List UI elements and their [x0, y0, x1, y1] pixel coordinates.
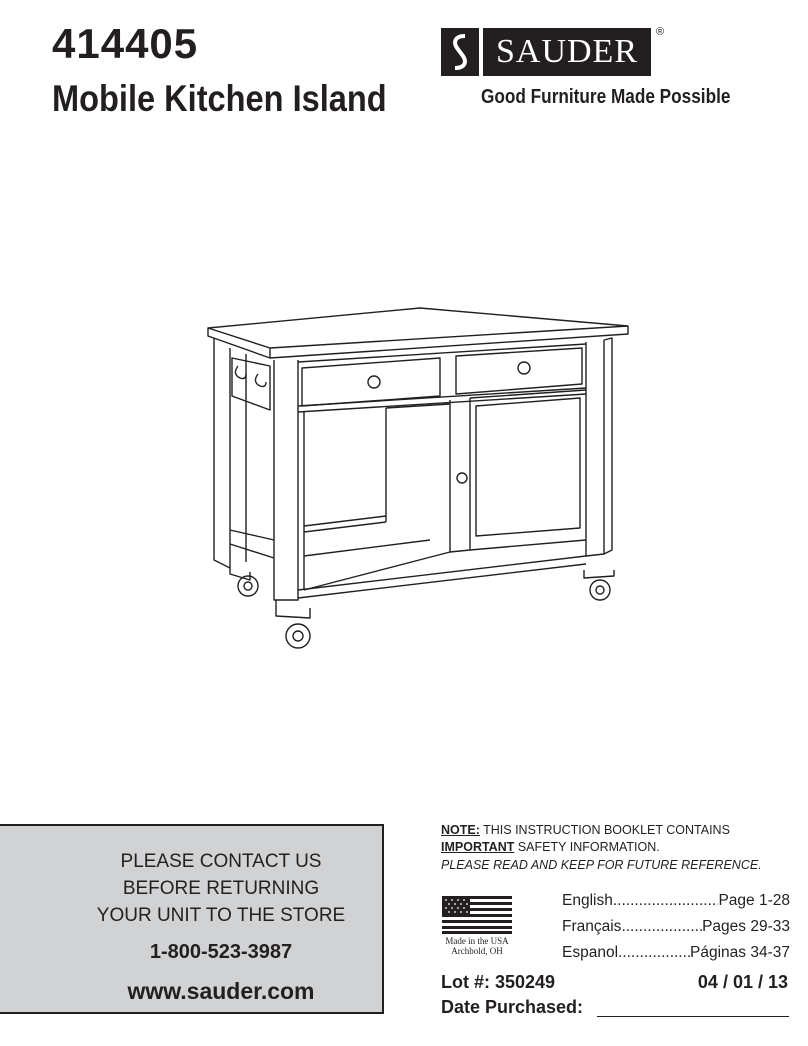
made-in-usa	[432, 936, 522, 956]
website-link[interactable]: www.sauder.com	[127, 978, 315, 1004]
list-item[interactable]	[562, 940, 790, 966]
important-label: IMPORTANT	[441, 840, 515, 854]
sauder-logo	[441, 28, 651, 76]
usa-flag-icon	[442, 896, 512, 934]
contact-box	[0, 824, 384, 1014]
lot-number: Lot #: 350249	[441, 972, 556, 992]
toc-leader	[621, 918, 702, 936]
list-item[interactable]	[562, 914, 790, 940]
note-text-2: SAFETY INFORMATION.	[514, 840, 660, 854]
date-purchased-field[interactable]	[597, 1016, 789, 1017]
brand-name: SAUDER	[483, 28, 651, 76]
kitchen-island-line-drawing	[200, 300, 640, 660]
note-text	[441, 822, 730, 856]
phone-number[interactable]: 1-800-523-3987	[149, 941, 293, 963]
registered-mark: ®	[656, 26, 665, 38]
toc-language: Français	[562, 918, 622, 935]
note-text-1: THIS INSTRUCTION BOOKLET CONTAINS	[479, 823, 730, 837]
made-in-text: Made in the USA	[445, 936, 509, 946]
brand-tagline: Good Furniture Made Possible	[481, 86, 731, 108]
toc-pages: Pages 29-33	[702, 918, 790, 935]
model-number: 414405	[52, 20, 199, 67]
contact-line: BEFORE RETURNING	[122, 878, 320, 899]
contact-line: PLEASE CONTACT US	[120, 851, 322, 872]
toc-pages: Páginas 34-37	[690, 944, 790, 961]
note-reference: PLEASE READ AND KEEP FOR FUTURE REFERENCE.	[441, 858, 762, 872]
note-label: NOTE:	[441, 823, 480, 837]
language-index	[562, 888, 790, 966]
print-date: 04 / 01 / 13	[697, 972, 788, 992]
sauder-s-mark-icon	[441, 28, 479, 76]
contact-line: YOUR UNIT TO THE STORE	[96, 905, 346, 926]
toc-leader	[618, 944, 690, 962]
toc-language: Espanol	[562, 944, 619, 961]
toc-pages: Page 1-28	[718, 892, 790, 909]
product-title: Mobile Kitchen Island	[52, 78, 387, 119]
list-item[interactable]	[562, 888, 790, 914]
origin-city: Archbold, OH	[451, 946, 503, 956]
toc-leader	[613, 892, 719, 910]
toc-language: English	[562, 892, 613, 909]
date-purchased-label: Date Purchased:	[441, 997, 584, 1017]
